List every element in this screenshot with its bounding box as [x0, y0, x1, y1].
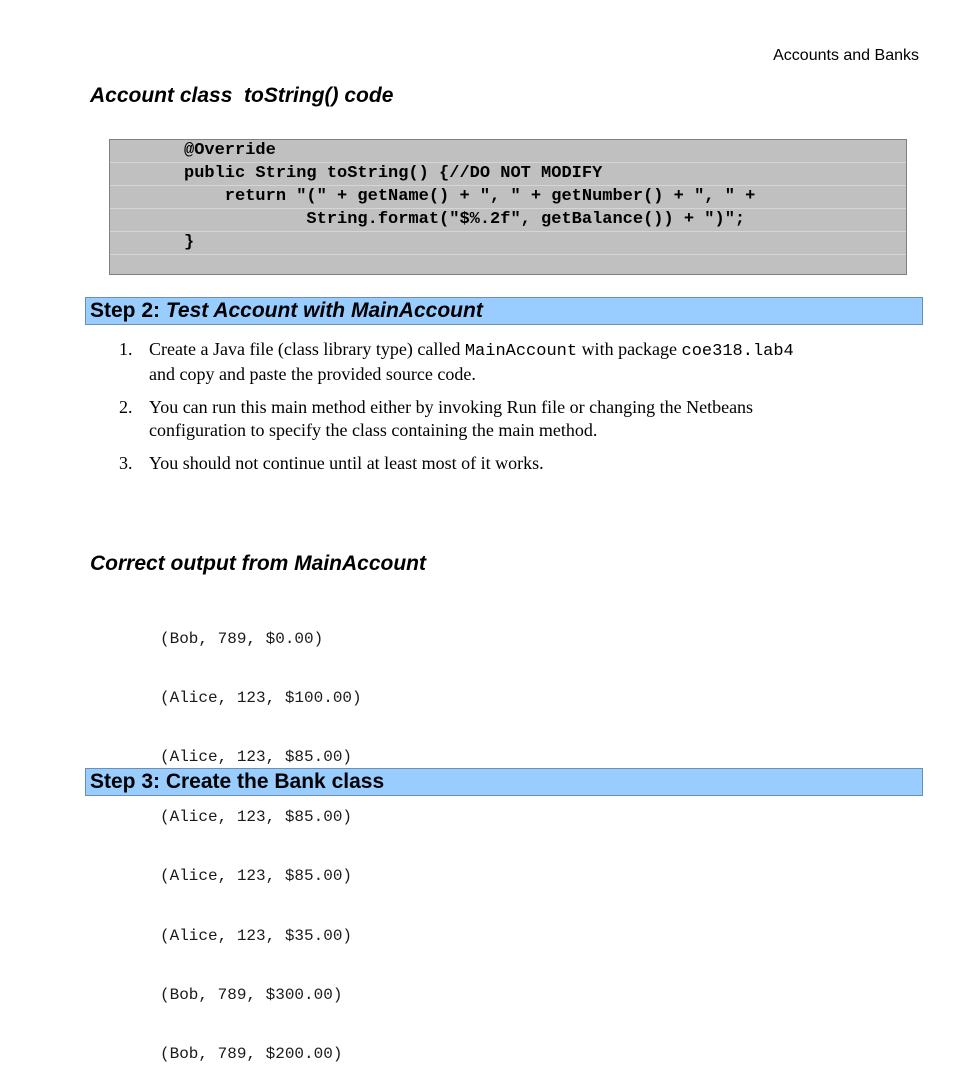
program-output	[160, 590, 362, 1085]
output-line: (Alice, 123, $85.00)	[160, 807, 353, 826]
code-line: @Override	[110, 140, 906, 163]
code-line: public String toString() {//DO NOT MODIFY	[110, 163, 906, 186]
list-item: 2. You can run this main method either by invoking Run file or changing the Netbeans configuration to specify the class containing the main method.	[119, 397, 754, 440]
code-line: return "(" + getName() + ", " + getNumber() + ", " +	[110, 186, 906, 209]
step2-title: Test Account with MainAccount	[165, 299, 483, 322]
step2-list	[117, 338, 907, 485]
code-line: String.format("$%.2f", getBalance()) + ")";	[110, 209, 906, 232]
code-line: }	[110, 232, 906, 255]
list-item: 3. You should not continue until at least most of it works.	[119, 453, 544, 473]
step2-heading	[85, 297, 923, 325]
tostring-code-block	[109, 139, 907, 275]
package-name-code: coe318.lab4	[681, 342, 794, 361]
output-line: (Bob, 789, $0.00)	[160, 629, 324, 648]
list-item: 1. Create a Java file (class library type) called MainAccount with package coe318.lab4 and copy and paste the provided source code.	[119, 339, 794, 384]
class-name-code: MainAccount	[464, 342, 578, 361]
page-header: Accounts and Banks	[773, 47, 919, 64]
output-line: (Alice, 123, $85.00)	[160, 867, 353, 886]
correct-output-title: Correct output from MainAccount	[90, 552, 426, 575]
output-line: (Alice, 123, $35.00)	[160, 926, 353, 945]
output-line: (Bob, 789, $300.00)	[160, 985, 343, 1004]
tostring-section-title: Account class toString() code	[90, 84, 394, 107]
output-line: (Alice, 123, $85.00)	[160, 748, 353, 767]
step2-prefix: Step 2:	[90, 299, 166, 322]
step3-heading: Step 3: Create the Bank class	[85, 768, 923, 796]
output-line: (Bob, 789, $200.00)	[160, 1045, 343, 1064]
code-line-empty	[110, 255, 906, 277]
output-line: (Alice, 123, $100.00)	[160, 688, 362, 707]
